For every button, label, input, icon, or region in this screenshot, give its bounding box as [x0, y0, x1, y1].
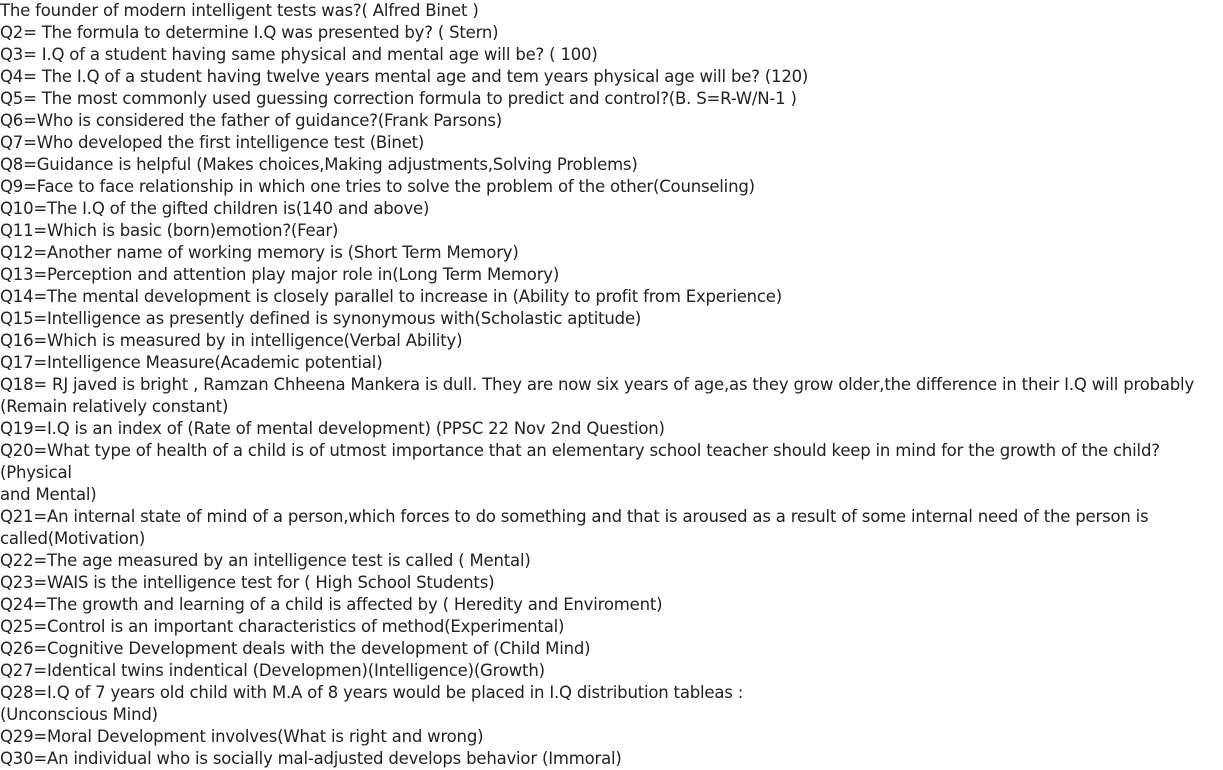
text-line: Q15=Intelligence as presently defined is synonymous with(Scholastic aptitude)	[0, 309, 642, 328]
text-line: Q19=I.Q is an index of (Rate of mental development) (PPSC 22 Nov 2nd Question)	[0, 419, 665, 438]
text-line: Q5= The most commonly used guessing correction formula to predict and control?(B. S=R-W/N-1 )	[0, 89, 797, 108]
text-line: Q17=Intelligence Measure(Academic potential)	[0, 353, 383, 372]
text-line: Q16=Which is measured by in intelligence(Verbal Ability)	[0, 331, 463, 350]
text-line: Q8=Guidance is helpful (Makes choices,Making adjustments,Solving Problems)	[0, 155, 638, 174]
text-line: Q13=Perception and attention play major role in(Long Term Memory)	[0, 265, 560, 284]
text-line: Q29=Moral Development involves(What is right and wrong)	[0, 727, 484, 746]
text-line: Q23=WAIS is the intelligence test for ( High School Students)	[0, 573, 495, 592]
text-line: Q30=An individual who is socially mal-adjusted develops behavior (Immoral)	[0, 749, 622, 768]
text-line: (Unconscious Mind)	[0, 705, 158, 724]
text-line: Q4= The I.Q of a student having twelve years mental age and tem years physical age will be? (120)	[0, 67, 809, 86]
text-line: Q28=I.Q of 7 years old child with M.A of 8 years would be placed in I.Q distribution tableas :	[0, 683, 744, 702]
text-line: Q14=The mental development is closely parallel to increase in (Ability to profit from Experience)	[0, 287, 782, 306]
text-line: Q9=Face to face relationship in which one tries to solve the problem of the other(Counseling)	[0, 177, 755, 196]
text-line: Q26=Cognitive Development deals with the development of (Child Mind)	[0, 639, 591, 658]
text-line: Q2= The formula to determine I.Q was presented by? ( Stern)	[0, 23, 499, 42]
text-line: Q3= I.Q of a student having same physical and mental age will be? ( 100)	[0, 45, 598, 64]
text-line: Q11=Which is basic (born)emotion?(Fear)	[0, 221, 339, 240]
text-line: Q7=Who developed the first intelligence test (Binet)	[0, 133, 425, 152]
text-line: Q18= RJ javed is bright , Ramzan Chheena Mankera is dull. They are now six years of age,as they grow older,the difference in their I.Q will probably	[0, 375, 1195, 394]
text-line: Q27=Identical twins indentical (Developmen)(Intelligence)(Growth)	[0, 661, 545, 680]
text-line: Q24=The growth and learning of a child is affected by ( Heredity and Enviroment)	[0, 595, 663, 614]
text-line: Q25=Control is an important characteristics of method(Experimental)	[0, 617, 565, 636]
text-line: Q10=The I.Q of the gifted children is(140 and above)	[0, 199, 430, 218]
text-line: Q12=Another name of working memory is (Short Term Memory)	[0, 243, 519, 262]
text-line: Q6=Who is considered the father of guidance?(Frank Parsons)	[0, 111, 502, 130]
text-line: Q21=An internal state of mind of a person,which forces to do something and that is aroused as a result of some internal need of the person is	[0, 507, 1149, 526]
text-line: called(Motivation)	[0, 529, 146, 548]
text-line: (Remain relatively constant)	[0, 397, 229, 416]
text-line: Q20=What type of health of a child is of utmost importance that an elementary school teacher should keep in mind for the growth of the child?(Physical	[0, 441, 1160, 482]
text-line: and Mental)	[0, 485, 97, 504]
text-line: Q22=The age measured by an intelligence test is called ( Mental)	[0, 551, 531, 570]
text-line: The founder of modern intelligent tests was?( Alfred Binet )	[0, 1, 479, 20]
